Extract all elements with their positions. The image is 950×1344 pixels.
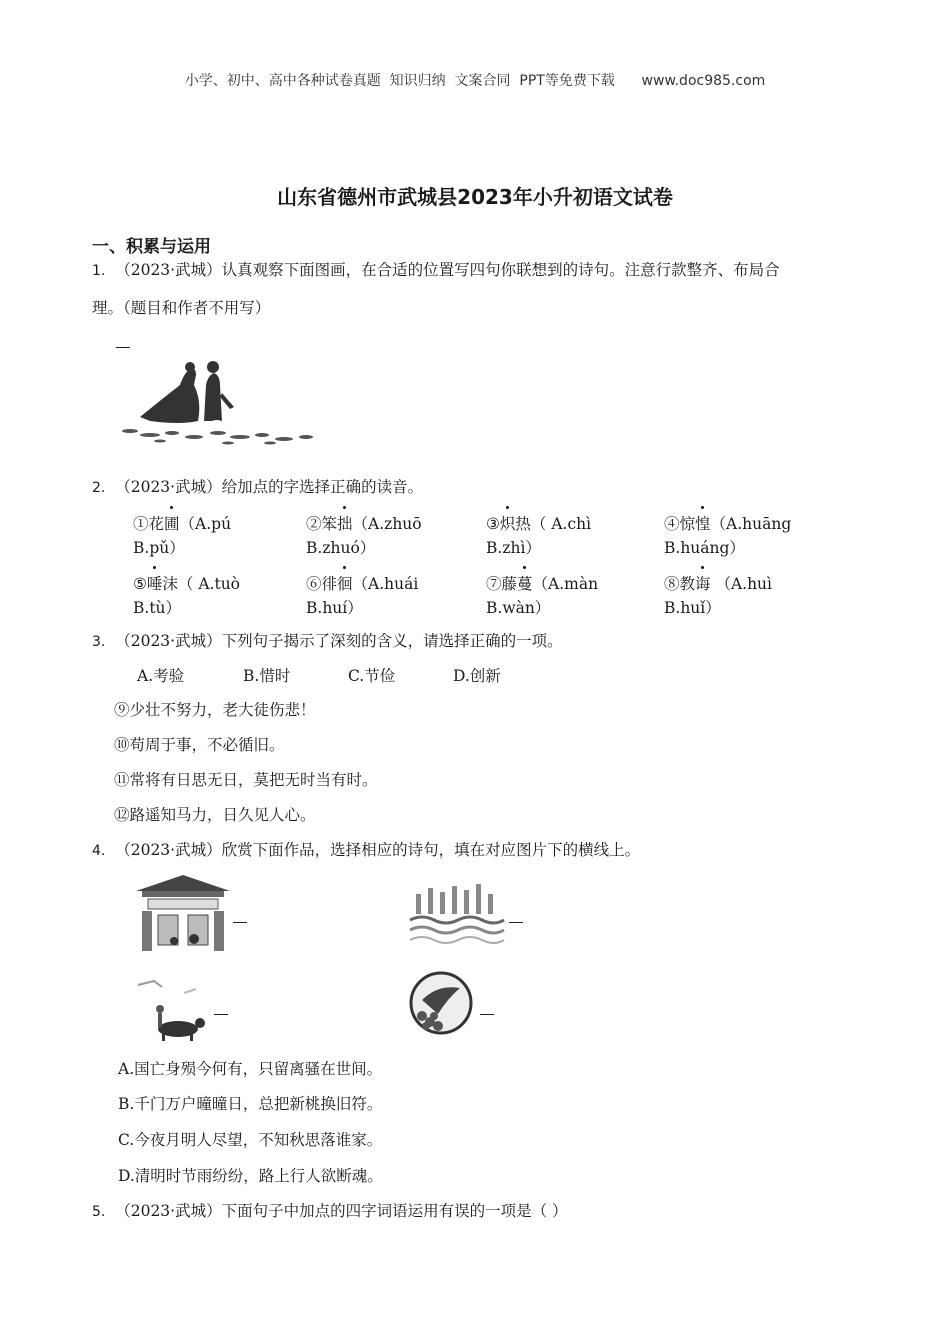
q3-sentence-4: ⑫路遥知马力，日久见人心。 (114, 806, 316, 824)
q2-item-6: ⑥徘徊（A.huái (306, 572, 418, 594)
q4-option-d: D.清明时节雨纷纷，路上行人欲断魂。 (118, 1167, 383, 1185)
q4-option-c: C.今夜月明人尽望，不知秋思落谁家。 (118, 1131, 383, 1149)
answer-line-2 (509, 922, 523, 923)
q1-line1 (92, 258, 780, 280)
q2-item-5-b: B.tù） (133, 599, 182, 617)
q4-number: 4. (92, 843, 106, 859)
q4-option-a: A.国亡身殒今何有，只留离骚在世间。 (118, 1060, 383, 1078)
q3-sentence-1: ⑨少壮不努力，老大徒伤悲！ (114, 701, 316, 719)
q4-stem (92, 838, 640, 860)
q2-item-1: ①花圃（A.pú (133, 512, 231, 534)
q3-option-c: C.节俭 (348, 667, 396, 685)
q2-item-2-b: B.zhuó） (306, 539, 376, 557)
section-heading: 一、积累与运用 (92, 237, 211, 257)
q1-number: 1. (92, 263, 106, 279)
q2-item-5: ⑤唾沫（ A.tuò (133, 572, 240, 594)
q2-item-4: ④惊惶（A.huāng (664, 512, 791, 534)
q3-text: （2023·武城）下列句子揭示了深刻的含义，请选择正确的一项。 (115, 632, 563, 650)
q4-image-spring-festival (134, 873, 232, 953)
q5-text: （2023·武城）下面句子中加点的四字词语运用有误的一项是（ ） (115, 1202, 568, 1220)
q3-number: 3. (92, 634, 106, 650)
q2-item-1-b: B.pǔ） (133, 539, 185, 557)
q2-item-7: ⑦藤蔓（A.màn (486, 572, 598, 594)
q2-text: （2023·武城）给加点的字选择正确的读音。 (115, 478, 424, 496)
q4-image-mid-autumn (408, 970, 474, 1036)
q2-number: 2. (92, 480, 106, 496)
q1-line2: 理。（题目和作者不用写） (92, 299, 271, 317)
q3-option-a: A.考验 (137, 667, 185, 685)
q5-number: 5. (92, 1204, 106, 1220)
q2-stem (92, 475, 423, 497)
q3-sentence-3: ⑪常将有日思无日，莫把无时当有时。 (114, 771, 378, 789)
answer-line-3 (214, 1014, 228, 1015)
q2-item-8-b: B.huǐ） (664, 599, 721, 617)
page-header: 小学、初中、高中各种试卷真题 知识归纳 文案合同 PPT等免费下载 www.doc985.com (184, 73, 766, 89)
q4-text: （2023·武城）欣赏下面作品，选择相应的诗句，填在对应图片下的横线上。 (115, 841, 641, 859)
answer-line-4 (480, 1014, 494, 1015)
q2-item-8: ⑧教诲 （A.huì (664, 572, 772, 594)
q3-option-d: D.创新 (453, 667, 501, 685)
answer-line (116, 347, 130, 348)
q2-item-4-b: B.huáng） (664, 539, 745, 557)
q3-option-b: B.惜时 (243, 667, 291, 685)
q4-option-b: B.千门万户曈曈日，总把新桃换旧符。 (118, 1095, 383, 1113)
q5-stem (92, 1199, 568, 1221)
answer-line-1 (233, 922, 247, 923)
q2-item-7-b: B.wàn） (486, 599, 551, 617)
q3-sentence-2: ⑩苟周于事，不必循旧。 (114, 736, 285, 754)
q4-image-qu-yuan (408, 880, 506, 948)
q2-item-2: ②笨拙（A.zhuō (306, 512, 422, 534)
q2-item-3: ③炽热（ A.chì (486, 512, 591, 534)
q2-item-6-b: B.huí） (306, 599, 363, 617)
page-title: 山东省德州市武城县2023年小升初语文试卷 (277, 185, 673, 209)
q2-item-3-b: B.zhì） (486, 539, 541, 557)
q3-stem (92, 629, 563, 651)
q4-image-qingming (134, 975, 214, 1045)
q1-illustration (110, 355, 320, 447)
q1-text: （2023·武城）认真观察下面图画，在合适的位置写四句你联想到的诗句。注意行款整齐、布局合 (115, 261, 780, 279)
